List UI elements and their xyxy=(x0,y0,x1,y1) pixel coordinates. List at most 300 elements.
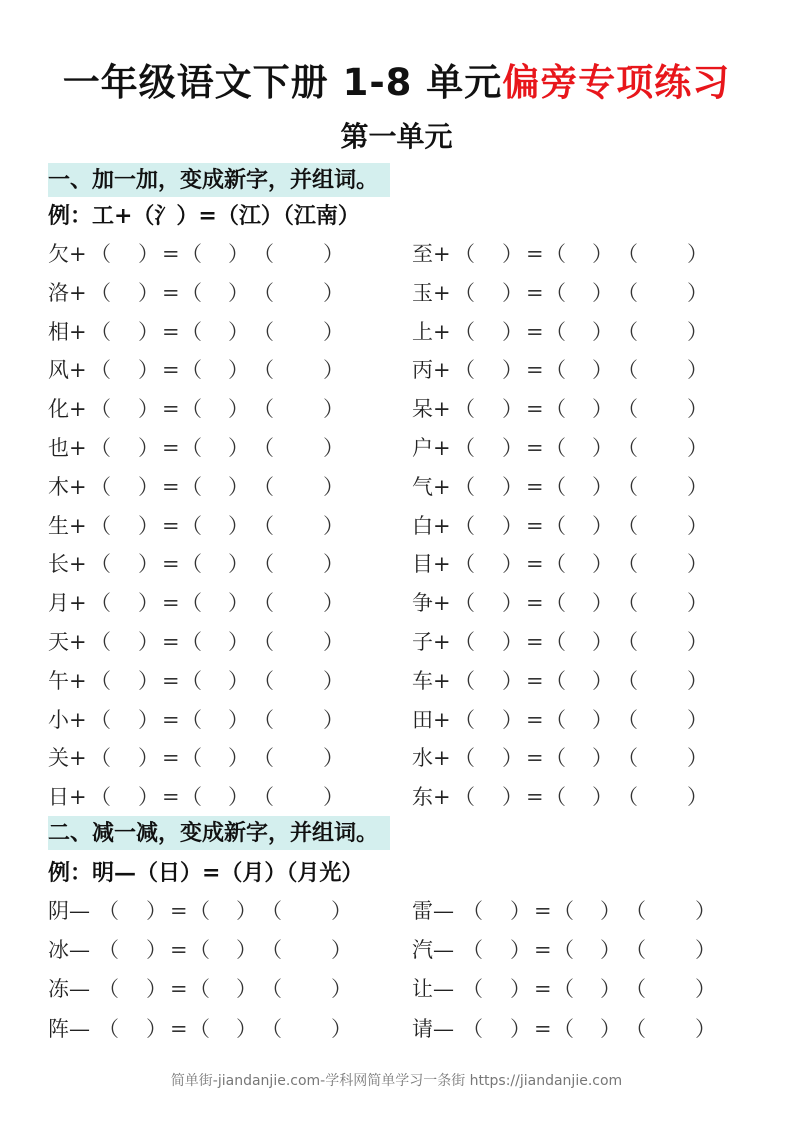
exercise-item-right xyxy=(412,970,752,1008)
new-char-blank-open: （ xyxy=(545,552,566,577)
new-char-blank-close: ） xyxy=(592,668,613,693)
answer-blank-open: （ xyxy=(462,1016,483,1041)
new-char-blank-close: ） xyxy=(228,319,249,344)
exercise-item-right xyxy=(412,739,752,777)
answer-blank-open: （ xyxy=(90,280,111,305)
equals-sign: = xyxy=(162,474,180,499)
answer-blank-close: ） xyxy=(502,591,523,616)
new-char-blank-open: （ xyxy=(181,436,202,460)
equals-sign: = xyxy=(526,668,544,693)
answer-blank-close: ） xyxy=(138,280,159,305)
new-char-blank-open: （ xyxy=(189,1016,210,1041)
section1-heading: 一、加一加，变成新字，并组词。 xyxy=(48,163,390,197)
exercise-row xyxy=(0,623,793,661)
word-blank-close: ） xyxy=(323,474,344,499)
new-char-blank-close: ） xyxy=(592,707,613,732)
word-blank-close: ） xyxy=(695,977,716,1002)
word-blank-close: ） xyxy=(687,319,708,344)
equals-sign: = xyxy=(170,938,188,963)
base-char: 天+ xyxy=(48,630,87,654)
new-char-blank-open: （ xyxy=(553,938,574,963)
answer-blank-open: （ xyxy=(90,474,111,499)
equals-sign: = xyxy=(534,1016,552,1041)
answer-blank-close: ） xyxy=(502,746,523,771)
equals-sign: = xyxy=(526,474,544,499)
section2-example: 例：明—（日）=（月）（月光） xyxy=(48,860,364,886)
base-char: 相+ xyxy=(48,319,87,344)
new-char-blank-open: （ xyxy=(545,280,566,305)
base-char: 雷— xyxy=(412,899,454,923)
exercise-item-left xyxy=(48,701,388,739)
answer-blank-close: ） xyxy=(138,513,159,538)
answer-blank-open: （ xyxy=(454,552,475,577)
exercise-item-left xyxy=(48,584,388,622)
equals-sign: = xyxy=(534,977,552,1002)
base-char: 子+ xyxy=(412,630,451,654)
word-blank-open: （ xyxy=(617,436,638,460)
new-char-blank-open: （ xyxy=(189,938,210,963)
answer-blank-close: ） xyxy=(502,474,523,499)
base-char: 东+ xyxy=(412,785,451,810)
equals-sign: = xyxy=(170,1016,188,1041)
base-char: 生+ xyxy=(48,513,87,538)
word-blank-open: （ xyxy=(625,1016,646,1041)
base-char: 水+ xyxy=(412,746,451,771)
answer-blank-close: ） xyxy=(502,785,523,810)
equals-sign: = xyxy=(526,630,544,654)
exercise-item-right xyxy=(412,429,752,467)
base-char: 丙+ xyxy=(412,358,451,383)
new-char-blank-close: ） xyxy=(592,242,613,266)
equals-sign: = xyxy=(170,899,188,923)
exercise-item-left xyxy=(48,662,388,700)
exercise-row xyxy=(0,313,793,351)
equals-sign: = xyxy=(162,358,180,383)
exercise-item-right xyxy=(412,1010,752,1048)
answer-blank-close: ） xyxy=(510,938,531,963)
answer-blank-close: ） xyxy=(502,668,523,693)
exercise-item-right xyxy=(412,468,752,506)
new-char-blank-open: （ xyxy=(181,552,202,577)
exercise-row xyxy=(0,1010,793,1048)
answer-blank-open: （ xyxy=(462,977,483,1002)
equals-sign: = xyxy=(162,280,180,305)
new-char-blank-close: ） xyxy=(236,1016,257,1041)
equals-sign: = xyxy=(162,668,180,693)
answer-blank-open: （ xyxy=(454,242,475,266)
word-blank-open: （ xyxy=(261,1016,282,1041)
exercise-item-left xyxy=(48,1010,388,1048)
word-blank-close: ） xyxy=(323,552,344,577)
answer-blank-close: ） xyxy=(146,1016,167,1041)
new-char-blank-close: ） xyxy=(592,591,613,616)
base-char: 洛+ xyxy=(48,280,87,305)
exercise-row xyxy=(0,468,793,506)
base-char: 玉+ xyxy=(412,280,451,305)
base-char: 冰— xyxy=(48,938,90,963)
new-char-blank-open: （ xyxy=(545,591,566,616)
section2-heading: 二、减一减，变成新字，并组词。 xyxy=(48,816,390,850)
answer-blank-close: ） xyxy=(138,358,159,383)
new-char-blank-open: （ xyxy=(181,668,202,693)
answer-blank-close: ） xyxy=(146,977,167,1002)
new-char-blank-open: （ xyxy=(181,630,202,654)
answer-blank-open: （ xyxy=(90,397,111,422)
exercise-item-right xyxy=(412,274,752,312)
base-char: 呆+ xyxy=(412,397,451,422)
answer-blank-close: ） xyxy=(146,938,167,963)
answer-blank-open: （ xyxy=(454,358,475,383)
word-blank-open: （ xyxy=(617,358,638,383)
answer-blank-close: ） xyxy=(502,513,523,538)
word-blank-close: ） xyxy=(687,668,708,693)
new-char-blank-close: ） xyxy=(600,1016,621,1041)
base-char: 欠+ xyxy=(48,242,87,266)
equals-sign: = xyxy=(162,746,180,771)
exercise-row xyxy=(0,931,793,969)
base-char: 午+ xyxy=(48,668,87,693)
new-char-blank-close: ） xyxy=(600,977,621,1002)
base-char: 田+ xyxy=(412,707,451,732)
word-blank-open: （ xyxy=(261,938,282,963)
base-char: 长+ xyxy=(48,552,87,577)
new-char-blank-open: （ xyxy=(181,319,202,344)
exercise-row xyxy=(0,274,793,312)
exercise-row xyxy=(0,778,793,816)
new-char-blank-close: ） xyxy=(228,358,249,383)
word-blank-open: （ xyxy=(617,785,638,810)
answer-blank-open: （ xyxy=(90,630,111,654)
word-blank-close: ） xyxy=(323,785,344,810)
equals-sign: = xyxy=(526,707,544,732)
new-char-blank-open: （ xyxy=(189,977,210,1002)
new-char-blank-open: （ xyxy=(545,746,566,771)
equals-sign: = xyxy=(162,591,180,616)
equals-sign: = xyxy=(162,436,180,460)
exercise-item-right xyxy=(412,701,752,739)
exercise-item-right xyxy=(412,545,752,583)
exercise-row xyxy=(0,892,793,930)
new-char-blank-open: （ xyxy=(181,474,202,499)
answer-blank-open: （ xyxy=(454,319,475,344)
exercise-row xyxy=(0,351,793,389)
equals-sign: = xyxy=(526,785,544,810)
word-blank-close: ） xyxy=(687,474,708,499)
answer-blank-open: （ xyxy=(90,358,111,383)
word-blank-open: （ xyxy=(253,242,274,266)
answer-blank-close: ） xyxy=(502,358,523,383)
new-char-blank-open: （ xyxy=(545,319,566,344)
new-char-blank-close: ） xyxy=(600,899,621,923)
equals-sign: = xyxy=(162,707,180,732)
word-blank-close: ） xyxy=(323,707,344,732)
word-blank-close: ） xyxy=(687,746,708,771)
word-blank-open: （ xyxy=(253,630,274,654)
word-blank-close: ） xyxy=(323,513,344,538)
exercise-row xyxy=(0,739,793,777)
exercise-item-left xyxy=(48,623,388,661)
base-char: 至+ xyxy=(412,242,451,266)
exercise-item-right xyxy=(412,235,752,273)
equals-sign: = xyxy=(526,552,544,577)
word-blank-open: （ xyxy=(617,513,638,538)
new-char-blank-close: ） xyxy=(592,552,613,577)
answer-blank-close: ） xyxy=(502,280,523,305)
answer-blank-open: （ xyxy=(454,707,475,732)
new-char-blank-open: （ xyxy=(553,1016,574,1041)
base-char: 上+ xyxy=(412,319,451,344)
base-char: 木+ xyxy=(48,474,87,499)
exercise-row xyxy=(0,545,793,583)
exercise-row xyxy=(0,390,793,428)
answer-blank-close: ） xyxy=(138,436,159,460)
word-blank-open: （ xyxy=(617,474,638,499)
new-char-blank-close: ） xyxy=(228,630,249,654)
new-char-blank-open: （ xyxy=(553,977,574,1002)
new-char-blank-open: （ xyxy=(181,785,202,810)
word-blank-open: （ xyxy=(261,899,282,923)
word-blank-close: ） xyxy=(687,242,708,266)
base-char: 户+ xyxy=(412,436,451,460)
equals-sign: = xyxy=(534,938,552,963)
new-char-blank-open: （ xyxy=(189,899,210,923)
new-char-blank-close: ） xyxy=(228,668,249,693)
word-blank-open: （ xyxy=(625,899,646,923)
title-main: 一年级语文下册 1-8 单元 xyxy=(62,61,503,104)
base-char: 冻— xyxy=(48,977,90,1002)
title-highlight: 偏旁专项练习 xyxy=(502,61,731,104)
answer-blank-open: （ xyxy=(454,668,475,693)
word-blank-open: （ xyxy=(253,436,274,460)
answer-blank-open: （ xyxy=(454,397,475,422)
exercise-item-right xyxy=(412,662,752,700)
equals-sign: = xyxy=(162,242,180,266)
answer-blank-close: ） xyxy=(502,552,523,577)
exercise-item-left xyxy=(48,892,388,930)
word-blank-close: ） xyxy=(331,1016,352,1041)
word-blank-close: ） xyxy=(323,242,344,266)
answer-blank-open: （ xyxy=(454,785,475,810)
new-char-blank-open: （ xyxy=(545,668,566,693)
new-char-blank-close: ） xyxy=(592,436,613,460)
exercise-item-left xyxy=(48,468,388,506)
new-char-blank-open: （ xyxy=(545,630,566,654)
word-blank-close: ） xyxy=(331,899,352,923)
word-blank-close: ） xyxy=(323,746,344,771)
answer-blank-close: ） xyxy=(138,746,159,771)
base-char: 日+ xyxy=(48,785,87,810)
new-char-blank-open: （ xyxy=(545,513,566,538)
word-blank-open: （ xyxy=(617,242,638,266)
answer-blank-close: ） xyxy=(138,630,159,654)
answer-blank-open: （ xyxy=(90,591,111,616)
answer-blank-open: （ xyxy=(90,707,111,732)
exercise-item-right xyxy=(412,584,752,622)
equals-sign: = xyxy=(526,436,544,460)
equals-sign: = xyxy=(526,397,544,422)
word-blank-open: （ xyxy=(253,785,274,810)
answer-blank-open: （ xyxy=(454,746,475,771)
equals-sign: = xyxy=(526,746,544,771)
word-blank-open: （ xyxy=(253,746,274,771)
answer-blank-close: ） xyxy=(502,319,523,344)
word-blank-open: （ xyxy=(253,552,274,577)
word-blank-open: （ xyxy=(253,707,274,732)
exercise-row xyxy=(0,701,793,739)
equals-sign: = xyxy=(526,591,544,616)
answer-blank-close: ） xyxy=(138,785,159,810)
word-blank-close: ） xyxy=(323,591,344,616)
new-char-blank-open: （ xyxy=(181,746,202,771)
word-blank-close: ） xyxy=(695,899,716,923)
exercise-item-right xyxy=(412,351,752,389)
equals-sign: = xyxy=(162,397,180,422)
exercise-row xyxy=(0,584,793,622)
exercise-item-left xyxy=(48,313,388,351)
exercise-item-left xyxy=(48,739,388,777)
word-blank-open: （ xyxy=(617,591,638,616)
new-char-blank-close: ） xyxy=(228,436,249,460)
answer-blank-close: ） xyxy=(146,899,167,923)
answer-blank-close: ） xyxy=(138,397,159,422)
equals-sign: = xyxy=(526,280,544,305)
page-footer: 简单街-jiandanjie.com-学科网简单学习一条街 https://jiandanjie.com xyxy=(170,1073,623,1089)
answer-blank-open: （ xyxy=(454,280,475,305)
exercise-item-right xyxy=(412,931,752,969)
word-blank-open: （ xyxy=(253,513,274,538)
word-blank-close: ） xyxy=(687,630,708,654)
word-blank-close: ） xyxy=(323,319,344,344)
base-char: 小+ xyxy=(48,707,87,732)
new-char-blank-close: ） xyxy=(592,630,613,654)
word-blank-open: （ xyxy=(625,938,646,963)
new-char-blank-close: ） xyxy=(228,280,249,305)
word-blank-close: ） xyxy=(323,397,344,422)
answer-blank-open: （ xyxy=(98,977,119,1002)
word-blank-open: （ xyxy=(253,591,274,616)
exercise-item-left xyxy=(48,545,388,583)
answer-blank-open: （ xyxy=(90,668,111,693)
word-blank-close: ） xyxy=(323,668,344,693)
base-char: 目+ xyxy=(412,552,451,577)
word-blank-open: （ xyxy=(253,397,274,422)
answer-blank-close: ） xyxy=(138,474,159,499)
new-char-blank-close: ） xyxy=(592,513,613,538)
word-blank-open: （ xyxy=(253,668,274,693)
exercise-item-left xyxy=(48,970,388,1008)
base-char: 阴— xyxy=(48,899,90,923)
new-char-blank-open: （ xyxy=(181,591,202,616)
new-char-blank-open: （ xyxy=(553,899,574,923)
answer-blank-close: ） xyxy=(510,1016,531,1041)
exercise-item-right xyxy=(412,778,752,816)
word-blank-close: ） xyxy=(331,938,352,963)
answer-blank-open: （ xyxy=(454,474,475,499)
base-char: 也+ xyxy=(48,436,87,460)
answer-blank-open: （ xyxy=(454,436,475,460)
base-char: 汽— xyxy=(412,938,454,963)
word-blank-open: （ xyxy=(617,707,638,732)
exercise-row xyxy=(0,970,793,1008)
word-blank-close: ） xyxy=(331,977,352,1002)
new-char-blank-close: ） xyxy=(228,513,249,538)
exercise-row xyxy=(0,429,793,467)
word-blank-close: ） xyxy=(687,358,708,383)
word-blank-open: （ xyxy=(617,668,638,693)
exercise-item-left xyxy=(48,778,388,816)
base-char: 请— xyxy=(412,1016,454,1041)
new-char-blank-close: ） xyxy=(592,746,613,771)
exercise-item-left xyxy=(48,507,388,545)
new-char-blank-open: （ xyxy=(545,397,566,422)
exercise-row xyxy=(0,662,793,700)
equals-sign: = xyxy=(162,513,180,538)
word-blank-close: ） xyxy=(323,436,344,460)
new-char-blank-close: ） xyxy=(236,938,257,963)
answer-blank-open: （ xyxy=(90,436,111,460)
exercise-row xyxy=(0,507,793,545)
exercise-item-right xyxy=(412,507,752,545)
word-blank-open: （ xyxy=(253,280,274,305)
base-char: 让— xyxy=(412,977,454,1002)
answer-blank-open: （ xyxy=(454,591,475,616)
equals-sign: = xyxy=(162,785,180,810)
exercise-item-right xyxy=(412,390,752,428)
answer-blank-close: ） xyxy=(502,630,523,654)
word-blank-open: （ xyxy=(625,977,646,1002)
equals-sign: = xyxy=(526,242,544,266)
answer-blank-open: （ xyxy=(90,785,111,810)
answer-blank-close: ） xyxy=(138,552,159,577)
base-char: 气+ xyxy=(412,474,451,499)
new-char-blank-close: ） xyxy=(228,552,249,577)
answer-blank-close: ） xyxy=(502,436,523,460)
answer-blank-close: ） xyxy=(502,242,523,266)
equals-sign: = xyxy=(534,899,552,923)
exercise-item-left xyxy=(48,931,388,969)
new-char-blank-close: ） xyxy=(228,242,249,266)
word-blank-close: ） xyxy=(687,591,708,616)
answer-blank-open: （ xyxy=(90,746,111,771)
section1-example: 例：工+（氵）=（江）（江南） xyxy=(48,203,360,229)
equals-sign: = xyxy=(526,513,544,538)
new-char-blank-close: ） xyxy=(228,785,249,810)
new-char-blank-close: ） xyxy=(236,899,257,923)
equals-sign: = xyxy=(170,977,188,1002)
word-blank-open: （ xyxy=(261,977,282,1002)
word-blank-close: ） xyxy=(687,513,708,538)
answer-blank-open: （ xyxy=(90,242,111,266)
equals-sign: = xyxy=(526,358,544,383)
new-char-blank-close: ） xyxy=(228,707,249,732)
new-char-blank-close: ） xyxy=(592,785,613,810)
answer-blank-open: （ xyxy=(90,552,111,577)
word-blank-close: ） xyxy=(687,785,708,810)
new-char-blank-close: ） xyxy=(592,358,613,383)
new-char-blank-close: ） xyxy=(592,319,613,344)
answer-blank-close: ） xyxy=(138,707,159,732)
new-char-blank-open: （ xyxy=(545,474,566,499)
word-blank-open: （ xyxy=(617,746,638,771)
word-blank-open: （ xyxy=(253,474,274,499)
exercise-item-left xyxy=(48,390,388,428)
base-char: 关+ xyxy=(48,746,87,771)
word-blank-close: ） xyxy=(687,280,708,305)
base-char: 月+ xyxy=(48,591,87,616)
answer-blank-open: （ xyxy=(454,513,475,538)
answer-blank-close: ） xyxy=(138,242,159,266)
answer-blank-open: （ xyxy=(454,630,475,654)
